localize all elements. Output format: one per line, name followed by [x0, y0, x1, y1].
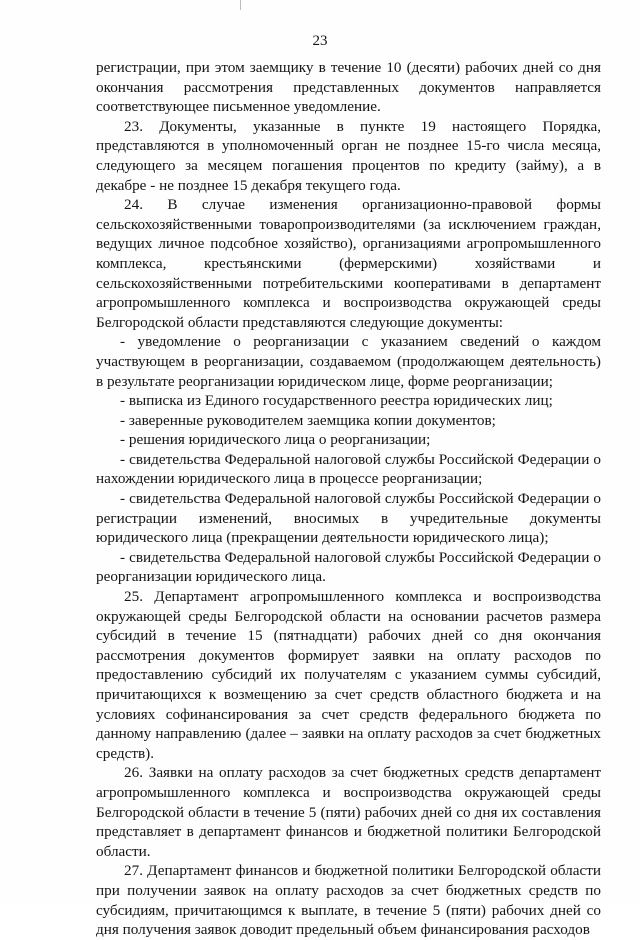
paragraph: 24. В случае изменения организационно-правовой формы сельскохозяйственными товаропроизводителями (за исключением граждан, ведущих личное подсобное хозяйство), организациями агропромышленного комплекса, крестьянскими (фермерскими) хозяйствами и сельскохозяйственными потребительскими кооперативами в департамент агропромышленного комплекса и воспроизводства окружающей среды Белгородской области представляются следующие документы: [96, 196, 601, 331]
paragraph: 25. Департамент агропромышленного комплекса и воспроизводства окружающей среды Белгородской области на основании расчетов размера субсидий в течение 15 (пятнадцати) рабочих дней со дня окончания рассмотрения документов формирует заявки на оплату расходов по предоставлению субсидий их получателям с указанием суммы субсидий, причитающихся к возмещению за счет средств областного бюджета и на условиях софинансирования за счет средств федерального бюджета по данному направлению (далее – заявки на оплату расходов за счет бюджетных средств). [96, 588, 601, 762]
list-item: - свидетельства Федеральной налоговой службы Российской Федерации о реорганизации юридического лица. [96, 548, 601, 586]
paragraph: 27. Департамент финансов и бюджетной политики Белгородской области при получении заявок на оплату расходов за счет бюджетных средств по субсидиям, причитающимся к выплате, в течение 5 (пяти) рабочих дней со дня получения заявок доводит предельный объем финансирования расходов [96, 862, 601, 939]
page-number: 23 [312, 33, 328, 49]
list-item: - свидетельства Федеральной налоговой службы Российской Федерации о регистрации изменений, вносимых в учредительные документы юридического лица (прекращении деятельности юридического лица); [96, 490, 601, 547]
scan-artifact [240, 0, 241, 10]
paragraph: 23. Документы, указанные в пункте 19 настоящего Порядка, представляются в уполномоченный орган не позднее 15-го числа месяца, следующего за месяцем погашения процентов по кредиту (займу), а в декабре - не позднее 15 декабря текущего года. [96, 117, 601, 194]
paragraph: 26. Заявки на оплату расходов за счет бюджетных средств департамент агропромышленного комплекса и воспроизводства окружающей среды Белгородской области в течение 5 (пяти) рабочих дней со дня их составления представляет в департамент финансов и бюджетной политики Белгородской области. [96, 764, 601, 860]
list-item: - выписка из Единого государственного реестра юридических лиц; [120, 392, 553, 410]
document-body [96, 58, 601, 940]
list-item: - уведомление о реорганизации с указанием сведений о каждом участвующем в реорганизации, создаваемом (продолжающем деятельность) в результате реорганизации юридическом лице, форме реорганизации; [96, 333, 601, 390]
list-item: - заверенные руководителем заемщика копии документов; [120, 411, 496, 429]
list-item: - решения юридического лица о реорганизации; [120, 431, 431, 449]
paragraph: регистрации, при этом заемщику в течение 10 (десяти) рабочих дней со дня окончания рассмотрения представленных документов направляется соответствующее письменное уведомление. [96, 59, 601, 116]
list-item: - свидетельства Федеральной налоговой службы Российской Федерации о нахождении юридического лица в процессе реорганизации; [96, 450, 601, 488]
